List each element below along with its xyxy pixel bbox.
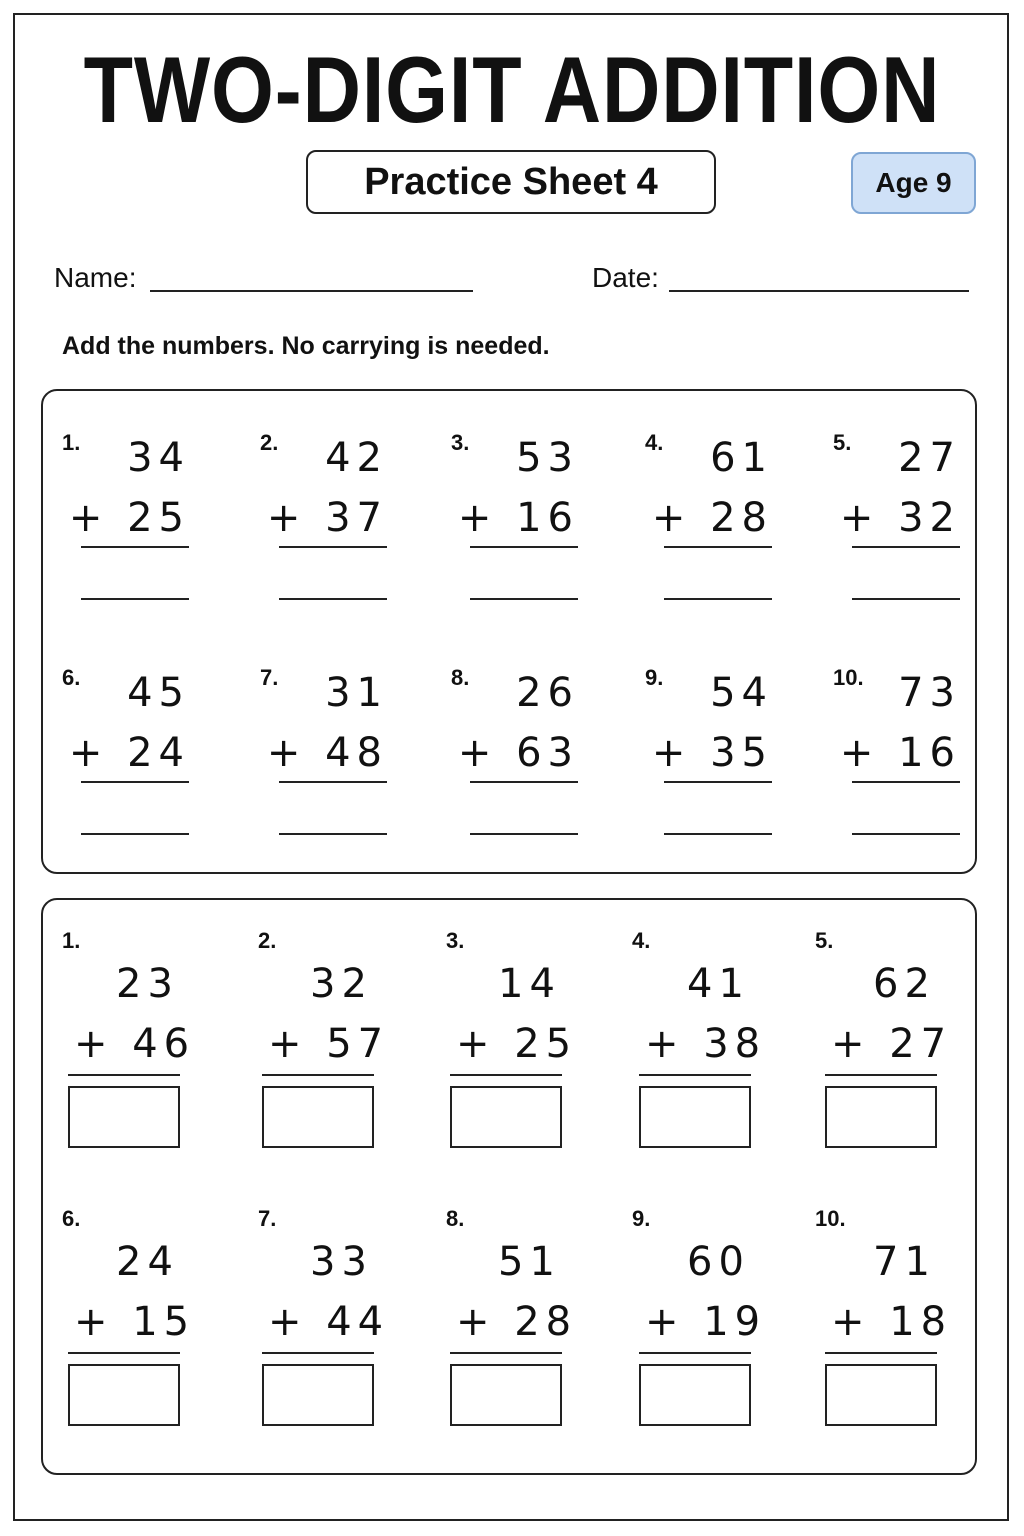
addend-bottom: + 35 [651, 730, 773, 776]
addend-bottom: + 25 [68, 495, 190, 541]
addend-top: 33 [310, 1239, 373, 1285]
addend-top: 71 [873, 1239, 936, 1285]
addend-bottom: + 25 [456, 1021, 578, 1067]
answer-box[interactable] [262, 1086, 374, 1148]
sum-rule [639, 1074, 751, 1076]
problem-number: 7. [258, 1206, 277, 1231]
problem-item [632, 1206, 822, 1436]
addend-top: 42 [325, 435, 388, 481]
sum-rule [279, 781, 387, 783]
problem-item [260, 430, 440, 650]
answer-line[interactable] [81, 598, 189, 600]
addend-top: 34 [127, 435, 190, 481]
problem-item [62, 430, 242, 650]
problem-number: 4. [645, 430, 664, 455]
answer-line[interactable] [664, 833, 772, 835]
problem-number: 6. [62, 665, 81, 690]
answer-line[interactable] [852, 598, 960, 600]
age-badge: Age 9 [851, 152, 976, 214]
addend-bottom: + 44 [268, 1299, 390, 1345]
answer-box[interactable] [825, 1086, 937, 1148]
sum-rule [664, 546, 772, 548]
addend-bottom: + 24 [68, 730, 190, 776]
addend-bottom: + 18 [831, 1299, 953, 1345]
addend-bottom: + 37 [266, 495, 388, 541]
addend-top: 45 [127, 670, 190, 716]
sum-rule [825, 1352, 937, 1354]
answer-line[interactable] [279, 833, 387, 835]
addend-top: 32 [310, 961, 373, 1007]
answer-box[interactable] [450, 1086, 562, 1148]
sum-rule [639, 1352, 751, 1354]
addend-bottom: + 16 [839, 730, 961, 776]
answer-box[interactable] [68, 1364, 180, 1426]
problem-item [258, 928, 448, 1158]
problem-number: 5. [815, 928, 834, 953]
page-title: TWO-DIGIT ADDITION [83, 37, 941, 142]
addend-top: 23 [116, 961, 179, 1007]
problem-item [815, 1206, 1005, 1436]
answer-line[interactable] [664, 598, 772, 600]
problem-item [62, 928, 252, 1158]
sum-rule [262, 1352, 374, 1354]
problem-number: 8. [446, 1206, 465, 1231]
addend-top: 54 [710, 670, 773, 716]
addend-top: 62 [873, 961, 936, 1007]
addend-top: 73 [898, 670, 961, 716]
sum-rule [450, 1352, 562, 1354]
problem-item [446, 928, 636, 1158]
problem-number: 6. [62, 1206, 81, 1231]
problem-number: 3. [451, 430, 470, 455]
sum-rule [68, 1074, 180, 1076]
addend-bottom: + 48 [266, 730, 388, 776]
sum-rule [825, 1074, 937, 1076]
problem-number: 1. [62, 430, 81, 455]
addend-bottom: + 38 [645, 1021, 767, 1067]
problem-number: 9. [632, 1206, 651, 1231]
problem-item [451, 665, 631, 885]
sum-rule [852, 781, 960, 783]
sum-rule [68, 1352, 180, 1354]
problem-item [62, 1206, 252, 1436]
addend-top: 27 [898, 435, 961, 481]
problem-number: 4. [632, 928, 651, 953]
sum-rule [279, 546, 387, 548]
addend-top: 61 [710, 435, 773, 481]
sum-rule [262, 1074, 374, 1076]
addend-top: 51 [498, 1239, 561, 1285]
problem-item [645, 665, 825, 885]
addend-bottom: + 19 [645, 1299, 767, 1345]
problem-number: 1. [62, 928, 81, 953]
answer-box[interactable] [68, 1086, 180, 1148]
problem-item [632, 928, 822, 1158]
sum-rule [470, 781, 578, 783]
addend-bottom: + 15 [74, 1299, 196, 1345]
sum-rule [81, 781, 189, 783]
problem-item [62, 665, 242, 885]
addend-bottom: + 57 [268, 1021, 390, 1067]
problem-item [258, 1206, 448, 1436]
addend-top: 53 [516, 435, 579, 481]
answer-line[interactable] [279, 598, 387, 600]
problem-number: 9. [645, 665, 664, 690]
addend-top: 41 [687, 961, 750, 1007]
answer-box[interactable] [450, 1364, 562, 1426]
problem-item [815, 928, 1005, 1158]
answer-box[interactable] [639, 1364, 751, 1426]
problem-number: 2. [258, 928, 277, 953]
problem-number: 8. [451, 665, 470, 690]
problem-item [446, 1206, 636, 1436]
sum-rule [470, 546, 578, 548]
problem-number: 10. [815, 1206, 846, 1231]
addend-bottom: + 46 [74, 1021, 196, 1067]
problem-number: 2. [260, 430, 279, 455]
name-label: Name: [54, 262, 137, 293]
addend-bottom: + 16 [457, 495, 579, 541]
addend-bottom: + 27 [831, 1021, 953, 1067]
answer-line[interactable] [852, 833, 960, 835]
name-field[interactable] [150, 290, 473, 292]
instructions: Add the numbers. No carrying is needed. [62, 332, 550, 360]
addend-bottom: + 28 [651, 495, 773, 541]
addend-bottom: + 32 [839, 495, 961, 541]
answer-line[interactable] [470, 833, 578, 835]
sum-rule [81, 546, 189, 548]
problem-item [645, 430, 825, 650]
practice-sheet-label: Practice Sheet 4 [306, 150, 716, 214]
sum-rule [852, 546, 960, 548]
addend-bottom: + 63 [457, 730, 579, 776]
problem-item [833, 665, 1013, 885]
problem-number: 7. [260, 665, 279, 690]
sum-rule [450, 1074, 562, 1076]
answer-line[interactable] [470, 598, 578, 600]
addend-top: 31 [325, 670, 388, 716]
sum-rule [664, 781, 772, 783]
addend-bottom: + 28 [456, 1299, 578, 1345]
date-field[interactable] [669, 290, 969, 292]
problem-number: 5. [833, 430, 852, 455]
answer-line[interactable] [81, 833, 189, 835]
problem-item [451, 430, 631, 650]
answer-box[interactable] [639, 1086, 751, 1148]
addend-top: 24 [116, 1239, 179, 1285]
answer-box[interactable] [262, 1364, 374, 1426]
answer-box[interactable] [825, 1364, 937, 1426]
date-label: Date: [592, 262, 659, 293]
problem-number: 10. [833, 665, 864, 690]
problem-item [260, 665, 440, 885]
problem-item [833, 430, 1013, 650]
problem-number: 3. [446, 928, 465, 953]
addend-top: 60 [687, 1239, 750, 1285]
addend-top: 14 [498, 961, 561, 1007]
addend-top: 26 [516, 670, 579, 716]
